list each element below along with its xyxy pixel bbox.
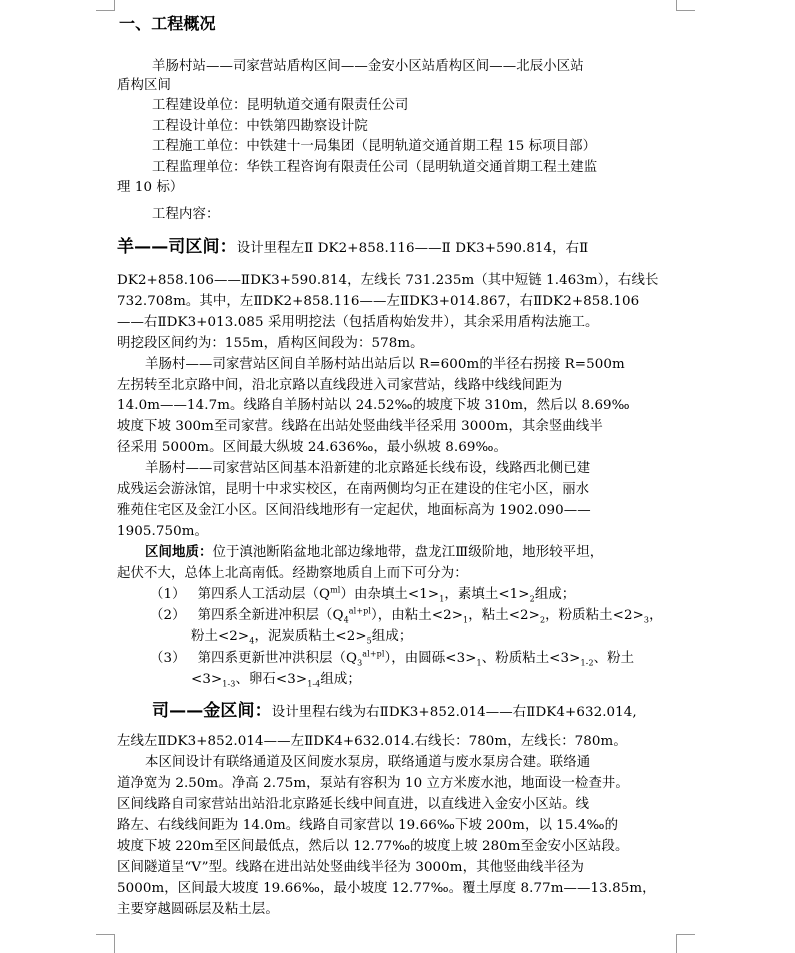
layer-superscript: al+pl [362, 649, 385, 659]
layer-number: （1） [150, 587, 186, 602]
layer-superscript: al+pl [348, 606, 372, 616]
layer-subscript: 3 [357, 658, 363, 668]
layer-text: 第四系人工活动层（Q [197, 587, 331, 602]
layer-number: （2） [150, 608, 186, 623]
layer-subscript: 1 [476, 658, 482, 668]
section2-body-line: 区间隧道呈“V”型。线路在进出站处竖曲线半径为 3000m，其他竖曲线半径为 [117, 860, 585, 875]
content-label: 工程内容： [152, 207, 220, 222]
section1-summary-line: ——右ⅡDK3+013.085 采用明挖法（包括盾构始发井），其余采用盾构法施工。 [117, 315, 599, 330]
layer-text: 、粉质粘土<3> [481, 651, 581, 666]
layer-text: ），由圆砾<3> [384, 651, 477, 666]
designer-line: 工程设计单位：中铁第四勘察设计院 [152, 119, 368, 134]
section1-summary-line: 732.708m。其中，左ⅡDK2+858.116——左ⅡDK3+014.867，右ⅡDK2+858.106 [117, 294, 640, 309]
project-name: 羊肠村站——司家营站盾构区间——金安小区站盾构区间——北辰小区站 [152, 59, 584, 74]
supervisor-line-cont: 理 10 标） [117, 180, 184, 195]
layer-text: ），由粘土<2> [371, 608, 464, 623]
owner-line: 工程建设单位：昆明轨道交通有限责任公司 [152, 98, 409, 113]
route-line: 左拐转至北京路中间，沿北京路以直线段进入司家营站，线路中线线间距为 [117, 378, 563, 393]
geology-label: 区间地质： [145, 545, 213, 560]
layer-subscript: 1 [439, 594, 445, 604]
layer-superscript: ml [330, 585, 341, 595]
section2-heading [152, 702, 637, 722]
layer-text: <3> [191, 672, 223, 687]
layer-item-2 [150, 607, 663, 625]
margin-mark-bottom-left [96, 934, 115, 953]
layer-text: 、粉土 [593, 651, 635, 666]
terrain-line: 雅苑住宅区及金江小区。区间沿线地形有一定起伏，地面标高为 1902.090—— [117, 503, 591, 518]
layer-text: 组成； [320, 672, 361, 687]
layer-subscript: 1-3 [222, 679, 236, 689]
section1-summary-line: DK2+858.106——ⅡDK3+590.814，左线长 731.235m（其中短链 1.463m），右线长 [117, 273, 659, 288]
terrain-line: 成残运会游泳馆，昆明十中求实校区，在南两侧均匀正在建设的住宅小区，丽水 [117, 482, 590, 497]
layer-item-1 [150, 586, 575, 604]
route-line: 14.0m——14.7m。线路自羊肠村站以 24.52‰的坡度下坡 310m，然后以 8.69‰ [117, 398, 630, 413]
section2-body-line: 本区间设计有联络通道及区间废水泵房，联络通道与废水泵房合建。联络通 [145, 755, 591, 770]
layer-subscript: 1-4 [307, 679, 321, 689]
terrain-line: 羊肠村——司家营站区间基本沿新建的北京路延长线布设，线路西北侧已建 [145, 461, 591, 476]
geology-line: 起伏不大，总体上北高南低。经勘察地质自上而下可分为： [117, 566, 468, 581]
project-name-cont: 盾构区间 [117, 78, 171, 93]
layer-text: ，素填土<1> [444, 587, 530, 602]
section1-title-rest: 设计里程左Ⅱ DK2+858.116——Ⅱ DK3+590.814，右Ⅱ [236, 241, 589, 256]
terrain-line: 1905.750m。 [117, 524, 208, 539]
section2-body-line: 路左、右线线间距为 14.0m。线路自司家营以 19.66‰下坡 200m，以 15.4‰的 [117, 818, 619, 833]
margin-mark-top-left [96, 0, 115, 11]
layer-item-3-cont [191, 671, 361, 689]
layer-text: ）由杂填土<1> [340, 587, 440, 602]
layer-text: ，粉质粘土<2> [545, 608, 644, 623]
margin-mark-bottom-right [676, 934, 695, 953]
route-line: 坡度下坡 300m至司家营。线路在出站处竖曲线半径采用 3000m，其余竖曲线半 [117, 419, 603, 434]
layer-subscript: 3 [643, 615, 650, 625]
layer-text: 第四系更新世冲洪积层（Q [197, 651, 358, 666]
contractor-line: 工程施工单位：中铁建十一局集团（昆明轨道交通首期工程 15 标项目部） [152, 139, 597, 154]
route-line: 羊肠村——司家营站区间自羊肠村站出站后以 R=600m的半径右拐接 R=500m [145, 357, 625, 372]
layer-subscript: 2 [539, 615, 546, 625]
layer-subscript: 4 [249, 636, 255, 646]
layer-text: 、卵石<3> [235, 672, 308, 687]
layer-item-3 [150, 650, 634, 668]
layer-subscript: 5 [366, 636, 372, 646]
section2-title: 司——金区间： [152, 701, 272, 721]
section2-body-line: 道净宽为 2.50m。净高 2.75m，泵站有容积为 10 立方米废水池，地面设一检查井。 [117, 776, 629, 791]
section1-title: 羊——司区间： [117, 237, 237, 257]
layer-text: 组成； [534, 587, 576, 602]
section2-title-rest: 设计里程右线为右ⅡDK3+852.014——右ⅡDK4+632.014, [271, 705, 637, 720]
layer-subscript: 2 [529, 594, 535, 604]
section2-line: 左线左ⅡDK3+852.014——左ⅡDK4+632.014.右线长：780m，左线长：780m。 [117, 734, 627, 749]
geology-text: 位于滇池断陷盆地北部边缘地带，盘龙江Ⅲ级阶地，地形较平坦， [212, 545, 604, 560]
margin-mark-top-right [676, 0, 695, 11]
layer-number: （3） [150, 651, 186, 666]
section2-body-line: 主要穿越圆砾层及粘土层。 [117, 902, 279, 917]
layer-item-2-cont [191, 628, 412, 646]
layer-text: 组成； [371, 629, 413, 644]
layer-text: ， [649, 608, 663, 623]
layer-subscript: 4 [343, 615, 349, 625]
layer-text: 第四系全新进冲积层（Q [197, 608, 344, 623]
layer-text: 粉土<2> [191, 629, 250, 644]
layer-subscript: 1 [463, 615, 469, 625]
route-line: 径采用 5000m。区间最大纵坡 24.636‰，最小纵坡 8.69‰。 [117, 440, 507, 455]
supervisor-line: 工程监理单位：华铁工程咨询有限责任公司（昆明轨道交通首期工程土建监 [152, 160, 598, 175]
section2-body-line: 5000m，区间最大坡度 19.66‰，最小坡度 12.77‰。覆土厚度 8.77m——13.85m， [117, 881, 656, 896]
section-heading: 一、工程概况 [119, 14, 216, 33]
section1-summary-line: 明挖段区间约为：155m，盾构区间段为：578m。 [117, 336, 424, 351]
geology-paragraph [145, 544, 603, 562]
section2-body-line: 区间线路自司家营站出站沿北京路延长线中间直进，以直线进入金安小区站。线 [117, 797, 590, 812]
layer-subscript: 1-2 [580, 658, 594, 668]
section1-heading [117, 238, 588, 258]
layer-text: ，泥炭质粘土<2> [254, 629, 367, 644]
layer-text: ，粘土<2> [468, 608, 540, 623]
section2-body-line: 坡度下坡 220m至区间最低点，然后以 12.77‰的坡度上坡 280m至金安小区站段。 [117, 839, 629, 854]
